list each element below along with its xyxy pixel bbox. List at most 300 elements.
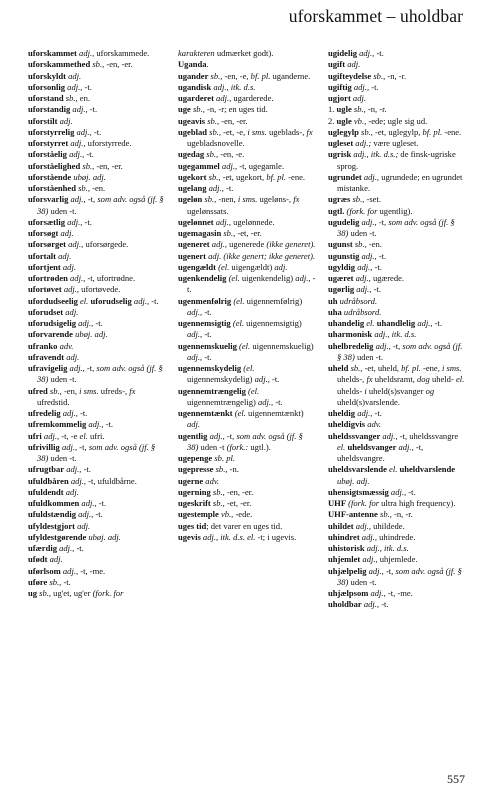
dictionary-columns <box>28 48 466 748</box>
grammar-label: i <box>364 385 367 396</box>
grammar-label: adj., <box>368 588 386 598</box>
dictionary-entry <box>28 329 166 340</box>
headword: ufyldestgørende <box>28 531 87 542</box>
headword: ugeløn <box>178 194 203 205</box>
headword: uforstående <box>28 171 72 182</box>
headword: ugepenge <box>178 453 213 463</box>
dictionary-entry <box>28 521 166 532</box>
grammar-label: ubøj. adj. <box>337 475 370 486</box>
grammar-label: adj., <box>75 509 94 520</box>
grammar-label: adj., <box>75 318 94 328</box>
entry-text: -en, -er. <box>224 486 254 497</box>
entry-text: -t. <box>96 498 107 508</box>
headword: ugevis <box>178 531 201 542</box>
grammar-label: adj., <box>359 216 377 227</box>
grammar-label: som adv. også (jf. § 38) <box>337 340 463 362</box>
entry-text: -t. <box>77 408 88 418</box>
entry-text: -en, -er. <box>219 115 248 126</box>
grammar-label: (el. <box>230 318 245 328</box>
entry-text: -et, ugekort, <box>220 171 267 182</box>
dictionary-entry <box>178 251 316 262</box>
headword: uheld <box>328 363 349 373</box>
dictionary-entry <box>178 59 316 70</box>
headword: UHF-antenne <box>328 509 378 520</box>
grammar-label: adj., <box>353 520 371 531</box>
entry-text: -t. <box>202 306 212 317</box>
grammar-label: sb., <box>63 93 78 103</box>
grammar-label: adj. <box>345 59 361 70</box>
grammar-label: adj., <box>79 498 97 508</box>
dictionary-entry <box>28 543 166 554</box>
dictionary-entry <box>328 82 466 93</box>
grammar-label: bf. pl. <box>266 171 287 182</box>
dictionary-entry <box>328 408 466 419</box>
dictionary-entry <box>178 82 316 93</box>
headword: uforskammet <box>28 48 77 58</box>
dictionary-entry <box>178 228 316 239</box>
dictionary-entry <box>328 296 466 307</box>
headword: ufuldbåren <box>28 475 69 486</box>
entry-text: -t. <box>93 509 103 520</box>
headword: uforudsigelig <box>28 318 76 328</box>
headword: uforsvarlig <box>28 194 69 205</box>
grammar-label: adj., <box>65 216 83 227</box>
grammar-label: (el. <box>232 408 246 418</box>
headword: ugentlig <box>178 430 208 441</box>
dictionary-entry <box>28 228 166 239</box>
grammar-label: adj., <box>65 239 84 250</box>
grammar-label: sb., <box>377 509 392 520</box>
entry-text: -t. <box>406 486 416 497</box>
entry-text: 1. <box>328 104 337 115</box>
entry-text: -t. <box>374 48 384 58</box>
grammar-label: adj., <box>65 81 83 92</box>
dictionary-entry <box>178 239 316 250</box>
dictionary-entry <box>178 386 316 409</box>
entry-text: uheld(s)varslende. <box>337 396 400 407</box>
entry-text: -et, -e, <box>221 126 248 137</box>
entry-text: -t; i ugevis. <box>255 531 297 542</box>
dictionary-entry <box>178 532 316 543</box>
dictionary-entry <box>178 172 316 183</box>
headword: uføre <box>28 576 48 587</box>
dictionary-entry <box>178 521 316 532</box>
entry-text: -en. <box>366 239 382 250</box>
entry-text: -t, <box>85 194 98 205</box>
grammar-label: adj., <box>66 149 85 160</box>
dictionary-entry <box>28 363 166 386</box>
headword: ufred <box>28 385 48 396</box>
grammar-label: adj., <box>219 160 238 171</box>
headword: ugepresse <box>178 464 214 475</box>
dictionary-entry <box>328 116 466 127</box>
entry-text: -t. <box>84 149 94 160</box>
headword: ufortalt <box>28 250 57 261</box>
entry-text: -t, ugegamle. <box>237 160 285 171</box>
headword: ufordudseelig <box>28 295 78 306</box>
entry-text: -t, <box>77 441 89 452</box>
grammar-label: adj., itk. d.s. el. <box>200 531 256 542</box>
headword: ugengældt <box>178 261 216 272</box>
headword: uforsøgt <box>28 228 59 238</box>
dictionary-entry <box>328 172 466 195</box>
entry-text: -t. <box>369 81 379 92</box>
dictionary-entry <box>178 161 316 172</box>
column-2 <box>178 48 316 543</box>
grammar-label: adj., <box>74 126 92 137</box>
entry-text: ugentlig). <box>377 205 413 216</box>
entry-text: -t. <box>371 284 381 295</box>
grammar-label: adj., <box>61 284 80 295</box>
headword: ugennemtænkt <box>178 408 233 418</box>
grammar-label: adj., <box>415 318 433 328</box>
dictionary-entry <box>178 262 316 273</box>
dictionary-entry <box>328 543 466 554</box>
headword: uholdbar <box>328 599 362 610</box>
grammar-label: adj., <box>257 396 274 407</box>
entry-text: ugelønnede. <box>230 216 275 227</box>
dictionary-entry <box>328 48 466 59</box>
grammar-label: sb., <box>221 228 236 238</box>
entry-text: -et, uheld, <box>362 363 402 373</box>
entry-text: -t. <box>82 81 92 92</box>
headword: ugrundet <box>328 171 362 182</box>
grammar-label: sb., <box>204 149 219 160</box>
headword: uhensigtsmæssig <box>328 486 389 497</box>
headword: ugedag <box>178 149 205 160</box>
headword: uforudselig <box>90 295 132 306</box>
entry-text: uigennemfølrig) <box>244 295 303 306</box>
grammar-label: sb., <box>47 385 62 396</box>
grammar-label: adj., <box>366 565 384 576</box>
headword: ugle <box>336 104 352 115</box>
headword: ugrisk <box>328 149 352 160</box>
grammar-label: i sms. <box>79 385 99 396</box>
headword: ugenkendelig <box>178 273 227 283</box>
dictionary-entry <box>28 239 166 250</box>
dictionary-entry <box>178 487 316 498</box>
headword: ugeneret <box>178 239 210 250</box>
headword: uheldig <box>328 408 356 418</box>
grammar-label: adj., <box>351 81 370 92</box>
dictionary-entry <box>178 363 316 386</box>
entry-text: ugtl.). <box>248 441 271 452</box>
headword: ugunst <box>328 239 353 250</box>
dictionary-entry <box>28 127 166 138</box>
headword: ufranko <box>28 340 58 351</box>
grammar-label: adj., <box>41 430 60 441</box>
headword: ugennemskydelig <box>178 363 242 373</box>
headword: ufortrøden <box>28 273 68 283</box>
headword: uhistorisk <box>328 543 365 553</box>
headword: ugræs <box>328 194 351 205</box>
grammar-label: sb., <box>208 70 223 81</box>
entry-text: uden -t. <box>48 205 77 216</box>
headword: ufrugtbar <box>28 464 65 475</box>
entry-text: 2. <box>328 115 337 126</box>
grammar-label: som adv. også (jf. § 38) <box>337 216 455 238</box>
entry-text: -t. <box>273 396 283 407</box>
grammar-label: adj., <box>187 306 203 317</box>
dictionary-entry <box>28 217 166 228</box>
grammar-label: fx <box>306 126 313 137</box>
headword: uhjælpsom <box>328 588 369 598</box>
dictionary-entry <box>178 217 316 228</box>
dictionary-entry <box>178 408 316 431</box>
entry-text: ultra high frequency). <box>379 498 456 508</box>
entry-text: -nen, <box>216 194 238 205</box>
grammar-label: som adv. også (jf. § 38) <box>187 430 303 452</box>
grammar-label: sb., <box>190 104 205 115</box>
grammar-label: ubøj. adj. <box>71 171 106 182</box>
dictionary-entry <box>28 273 166 284</box>
grammar-label: adj. <box>63 306 79 317</box>
dictionary-entry <box>178 116 316 127</box>
dictionary-entry <box>28 509 166 520</box>
entry-text: -t, uheldsvangre. <box>337 441 424 463</box>
entry-text: uigennemsigtig) <box>244 318 302 328</box>
entry-text: -t. <box>81 464 91 475</box>
headword: uhindret <box>328 531 360 542</box>
headword: uforvarende <box>28 329 73 340</box>
entry-text: -t. <box>87 104 98 115</box>
grammar-label: (ikke generet). <box>266 239 316 250</box>
entry-text: -t. <box>93 318 103 328</box>
dictionary-entry <box>28 318 166 329</box>
dictionary-entry <box>328 532 466 543</box>
dictionary-entry <box>178 149 316 160</box>
entry-text: uden -t. <box>48 453 77 463</box>
headword: uhjemlet <box>328 554 361 565</box>
grammar-label: adj., <box>396 441 414 452</box>
grammar-label: (fork. for <box>344 205 378 216</box>
entry-text: -en, -e, <box>222 70 251 81</box>
headword: uheldsvarslende <box>328 464 387 475</box>
entry-text: -en, -er. <box>94 160 123 171</box>
entry-text: -t. <box>61 576 71 587</box>
dictionary-entry <box>328 127 466 138</box>
dictionary-entry <box>328 194 466 205</box>
headword: ugestemple <box>178 509 219 520</box>
dictionary-entry <box>28 577 166 588</box>
headword: ugennemtrængelig <box>178 385 246 396</box>
entry-text: uforsørgede. <box>83 239 129 250</box>
grammar-label: sb., <box>348 363 363 373</box>
headword: ugidelig <box>328 48 357 58</box>
grammar-label: el. <box>79 430 88 441</box>
dictionary-entry <box>28 262 166 273</box>
dictionary-entry <box>178 183 316 194</box>
entry-text: ugelønssats. <box>187 205 229 216</box>
headword: ufødt <box>28 554 48 565</box>
entry-text: -n, -r. <box>365 104 387 115</box>
headword: ufuldstændig <box>28 509 76 520</box>
entry-text: -ene. <box>286 171 306 182</box>
entry-text: -t. <box>202 351 212 362</box>
entry-text: -n. <box>227 464 239 475</box>
dictionary-entry <box>28 464 166 475</box>
headword: uharmonisk <box>328 329 373 340</box>
grammar-label: adj., <box>356 48 375 58</box>
entry-text: -et, uglegylp, <box>372 126 423 137</box>
entry-text: -t, ufuldbårne. <box>86 475 137 486</box>
dictionary-entry <box>178 296 316 319</box>
grammar-label: adj., <box>359 250 377 261</box>
entry-text: uden -t. <box>348 576 377 587</box>
grammar-label: adj. <box>56 250 72 261</box>
dictionary-entry <box>328 206 466 217</box>
page-number: 557 <box>447 772 465 786</box>
dictionary-entry <box>28 487 166 498</box>
dictionary-entry <box>328 239 466 250</box>
entry-text: -et, -er. <box>224 498 252 508</box>
dictionary-entry <box>328 487 466 498</box>
entry-text: ugeblads-, <box>266 126 307 137</box>
grammar-label: adj., <box>361 171 380 182</box>
grammar-label: vb., <box>218 509 234 520</box>
dictionary-entry <box>28 149 166 160</box>
dictionary-entry <box>28 161 166 172</box>
dictionary-entry <box>178 476 316 487</box>
grammar-label: i sms. <box>237 194 258 205</box>
headword: ugegammel <box>178 160 220 171</box>
headword: uhandlelig <box>376 318 416 328</box>
headword: ugennemsigtig <box>178 318 231 328</box>
grammar-label: adv. <box>57 340 74 351</box>
grammar-label: sb., <box>350 194 365 205</box>
grammar-label: adj., <box>56 543 75 553</box>
grammar-label: og <box>425 385 435 396</box>
dictionary-entry <box>28 251 166 262</box>
grammar-label: (el. <box>216 261 230 272</box>
dictionary-entry <box>328 307 466 318</box>
grammar-label: adj., <box>207 430 225 441</box>
dictionary-entry <box>178 318 316 341</box>
grammar-label: el. <box>337 441 348 452</box>
grammar-label: adj., <box>360 554 378 565</box>
dictionary-entry <box>28 183 166 194</box>
grammar-label: fx <box>366 374 373 385</box>
entry-text: uhjemlede. <box>377 554 418 565</box>
entry-text: -en, -er. <box>104 59 133 70</box>
headword: ufortjent <box>28 261 61 272</box>
dictionary-entry <box>178 498 316 509</box>
headword: uforsætlig <box>28 216 66 227</box>
headword: uførlsom <box>28 565 61 576</box>
grammar-label: adj., <box>68 138 86 148</box>
grammar-label: adj., <box>76 48 95 58</box>
headword: ugjort <box>328 93 351 103</box>
grammar-label: sb., <box>80 160 95 171</box>
grammar-label: (fork. for <box>346 498 380 508</box>
dictionary-entry <box>328 71 466 82</box>
headword: uforståelig <box>28 149 67 160</box>
entry-text: ufortøvede. <box>79 284 121 295</box>
headword: uges tid <box>178 520 207 531</box>
grammar-label: sb., <box>202 194 217 205</box>
dictionary-entry <box>28 408 166 419</box>
headword: uforstilt <box>28 115 58 126</box>
entry-text: -t. <box>372 261 382 272</box>
headword: ugeskrift <box>178 498 211 508</box>
grammar-label: som adv. også (jf. § 38) <box>37 441 156 463</box>
grammar-label: sb., <box>47 576 62 587</box>
grammar-label: adj., <box>355 408 373 418</box>
grammar-label: adv. <box>365 419 382 430</box>
headword: ugennemskuelig <box>178 340 237 351</box>
entry-text: uhildede. <box>371 520 405 531</box>
dictionary-entry <box>178 71 316 82</box>
dictionary-entry <box>28 588 166 599</box>
entry-text: en. <box>77 93 90 103</box>
headword: ugunstig <box>328 250 360 261</box>
headword: uforstandig <box>28 104 71 115</box>
grammar-label: adj., <box>361 599 380 610</box>
headword: uh <box>328 295 338 306</box>
entry-text: -t. <box>91 126 102 137</box>
entry-text: ugebladsnovelle. <box>187 138 245 148</box>
grammar-label: adj. <box>47 554 63 565</box>
headword: uhjælpelig <box>328 565 367 576</box>
entry-text: uigennemtænkt) <box>245 408 304 418</box>
grammar-label: adj. <box>58 228 74 238</box>
grammar-label: sb., <box>352 239 367 250</box>
entry-text: -t, <box>224 430 237 441</box>
grammar-label: bf. pl. <box>422 126 443 137</box>
entry-text: -t. <box>379 599 389 610</box>
dictionary-entry <box>28 352 166 363</box>
dictionary-entry <box>328 59 466 70</box>
grammar-label: adj. <box>60 261 76 272</box>
entry-text: -t, <box>376 216 389 227</box>
dictionary-entry <box>328 149 466 172</box>
entry-text: -t. <box>223 183 234 193</box>
entry-text: uigengældt) <box>229 261 275 272</box>
dictionary-entry <box>178 127 316 150</box>
entry-text: -t, -e <box>59 430 80 441</box>
grammar-label: dog <box>417 374 430 385</box>
entry-text: ugenerede <box>227 239 267 250</box>
grammar-label: adj., <box>359 531 378 542</box>
entry-text: . <box>206 59 209 70</box>
headword: uhildet <box>328 520 354 531</box>
entry-text: -t, <box>390 340 403 351</box>
grammar-label: sb., <box>210 498 225 508</box>
dictionary-entry <box>328 262 466 273</box>
grammar-label: adj. <box>64 351 80 362</box>
grammar-label: som adv. også (jf. § 38) <box>337 565 462 587</box>
grammar-label: sb., <box>210 486 225 497</box>
headword: UHF <box>328 498 347 508</box>
grammar-label: adj. (ikke genert; ikke generet). <box>206 250 316 261</box>
grammar-label: adj.; <box>353 138 372 148</box>
dictionary-entry <box>178 48 316 59</box>
entry-text: uden -t. <box>348 228 377 238</box>
grammar-label: sb., <box>90 59 105 70</box>
headword: ugeavis <box>178 115 206 126</box>
entry-text: -ede; ugle sig ud. <box>366 115 428 126</box>
headword: uforskammethed <box>28 59 91 70</box>
headword: ugerning <box>178 486 211 497</box>
dictionary-entry <box>328 251 466 262</box>
grammar-label: bf. pl. <box>250 70 271 81</box>
grammar-label: el. <box>386 464 400 475</box>
headword: uforsørget <box>28 239 66 250</box>
grammar-label: adj., <box>353 273 371 283</box>
headword: ugander <box>178 70 209 81</box>
dictionary-entry <box>28 284 166 295</box>
entry-text: -ene. <box>442 126 462 137</box>
